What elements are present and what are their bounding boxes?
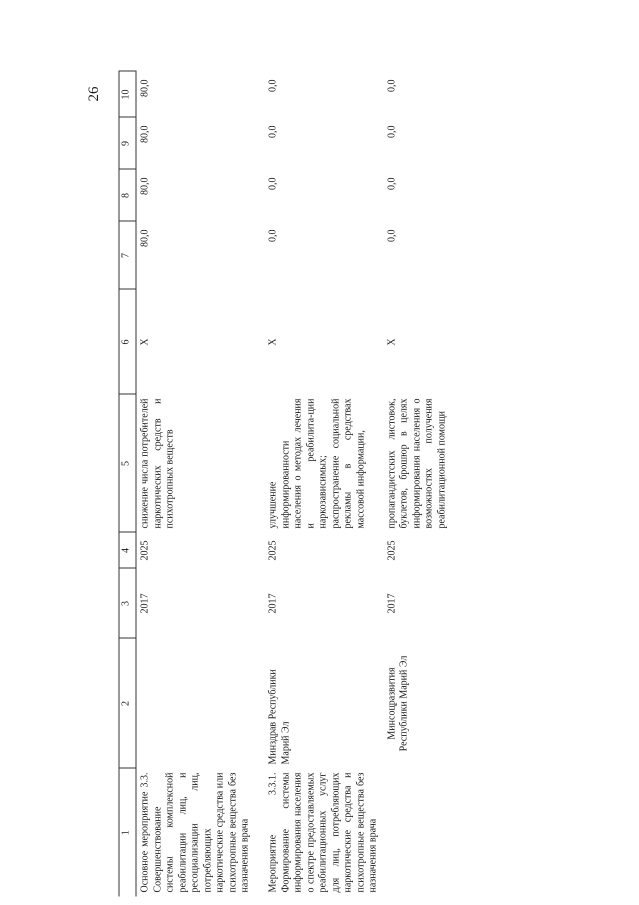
col-header-3: 3 [119, 569, 136, 639]
rotated-table-container [119, 72, 633, 897]
value-cell: 80,0 [139, 125, 151, 143]
value-cell: 80,0 [139, 177, 151, 195]
col-header-10: 10 [119, 72, 136, 118]
executor-cell [136, 639, 265, 769]
activity-cell: Мероприятие 3.3.1. Формирование системы информирования населения о спектре предоставляемых реабилитационных услуг для лиц, потребляющих наркотические средства и психотропные вещества без назначения врача [267, 772, 379, 893]
value-cell: 0,0 [386, 177, 397, 190]
start-year-cell: 2017 [267, 593, 279, 614]
value-cell: 0,0 [267, 177, 279, 190]
result-cell: пропагандистских листовок, буклетов, брошюр в целях информирования населения о возможностях получения реабилитационной помощи [386, 398, 447, 529]
col-header-8: 8 [119, 170, 136, 222]
end-year-cell: 2025 [139, 540, 151, 561]
value-cell: 0,0 [267, 125, 279, 138]
value-cell: 80,0 [139, 229, 151, 247]
indicator-cell: X [267, 338, 279, 346]
executor-cell: Минсоцразвития Республики Марий Эл [386, 655, 410, 752]
value-cell: 80,0 [139, 79, 151, 97]
indicator-cell: X [386, 338, 397, 346]
result-cell: снижение числа потребителей наркотических средств и психотропных веществ [139, 398, 176, 529]
executor-cell: Минздрав Республики Марий Эл [267, 669, 291, 765]
start-year-cell: 2017 [386, 593, 397, 614]
table-row [136, 72, 265, 897]
table-row [265, 72, 384, 897]
table-row [383, 72, 637, 897]
value-cell: 0,0 [386, 125, 397, 138]
end-year-cell: 2025 [386, 540, 397, 561]
start-year-cell: 2017 [139, 593, 151, 614]
value-cell: 0,0 [267, 79, 279, 92]
col-header-7: 7 [119, 222, 136, 290]
activity-cell: Основное мероприятие 3.3. Совершенствование системы комплексной реабилитации лиц, и ресоциализации лиц, потребляющих наркотические средства или психотропные вещества без назначения врача [139, 772, 251, 893]
col-header-2: 2 [119, 639, 136, 769]
value-cell: 0,0 [386, 79, 397, 92]
program-table [119, 71, 638, 897]
col-header-5: 5 [119, 395, 136, 533]
col-header-9: 9 [119, 118, 136, 170]
value-cell: 0,0 [267, 229, 279, 242]
activity-cell [383, 769, 637, 897]
end-year-cell: 2025 [267, 540, 279, 561]
result-cell: улучшение информированности населения о методах лечения и реабилита-ции наркозависимых; распространение социальной рекламы в средствах массовой информации, [267, 398, 366, 529]
value-cell: 0,0 [386, 229, 397, 242]
col-header-4: 4 [119, 533, 136, 569]
page-number: 26 [86, 86, 102, 102]
indicator-cell: X [139, 338, 151, 346]
col-header-6: 6 [119, 290, 136, 395]
col-header-1: 1 [119, 769, 136, 897]
header-row [119, 72, 136, 897]
